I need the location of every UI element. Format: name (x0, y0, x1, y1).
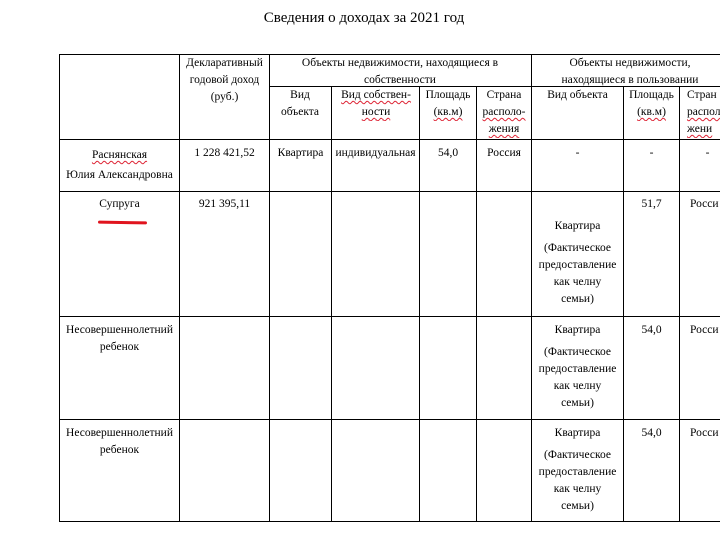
row2-used-country: Росси (690, 198, 719, 210)
row1-income: 1 228 421,52 (194, 147, 255, 159)
header-owned-country-line: располо- (482, 106, 526, 118)
row2-used-note: (Фактическое предоставление как челну семьи) (538, 242, 617, 305)
row3-name-line: ребенок (99, 341, 140, 353)
row3-used-note: (Фактическое предоставление как челну семьи) (538, 346, 617, 409)
row1-name-line: Юлия Александровна (66, 169, 173, 181)
red-underline-mark (98, 221, 147, 225)
row3-used-type (532, 322, 623, 412)
header-income (180, 55, 269, 106)
header-owned-group: Объекты недвижимости, находящиеся в собственности (301, 57, 499, 86)
row2-income: 921 395,11 (198, 198, 251, 210)
row3-name (60, 322, 179, 356)
header-used-type: Вид объекта (547, 89, 608, 101)
header-used-country-line: жени (687, 123, 713, 135)
row2-name: Супруга (99, 198, 140, 210)
header-used-group: Объекты недвижимости, находящиеся в пользовании (561, 57, 699, 86)
row1-owned-type: Квартира (277, 147, 324, 159)
row1-name-line: Раснянская (91, 149, 148, 161)
col-line-owned (269, 54, 270, 522)
row1-owned-area: 54,0 (437, 147, 459, 159)
header-owned-area (420, 87, 476, 121)
row1-name (60, 145, 179, 185)
header-owned-area-line: (кв.м) (433, 106, 463, 118)
rule-row1-bottom (59, 191, 720, 192)
rule-row3-bottom (59, 419, 720, 420)
row3-name-line: Несовершеннолетний (66, 324, 173, 336)
row4-name (60, 425, 179, 459)
row2-used-type-label: Квартира (554, 220, 601, 232)
header-owned-country (477, 87, 531, 138)
row1-used-area: - (649, 147, 654, 159)
header-owned-country-line: жения (488, 123, 520, 135)
col-line-income (179, 54, 180, 522)
row1-used-country: - (705, 147, 710, 159)
row4-used-area: 54,0 (641, 427, 662, 439)
header-used-area-line: (кв.м) (637, 106, 666, 118)
rule-header-bottom (59, 139, 720, 140)
header-used-country (687, 87, 720, 138)
header-owned-type: Вид объекта (280, 89, 320, 118)
row4-used-type-label: Квартира (554, 427, 601, 439)
row1-used-type: - (575, 147, 580, 159)
row1-owned-ownership: индивидуальная (335, 147, 416, 159)
header-income-line: Декларативный (186, 57, 263, 69)
header-owned-area-line: Площадь (425, 89, 471, 101)
row1-owned-country: Россия (487, 147, 521, 159)
row2-used-area: 51,7 (641, 198, 662, 210)
row4-used-type (532, 425, 623, 515)
row3-used-area: 54,0 (641, 324, 662, 336)
header-used-country-line: Стран (687, 89, 717, 101)
header-owned-country-line: Страна (486, 89, 522, 101)
row3-used-type-label: Квартира (554, 324, 601, 336)
rule-row2-bottom (59, 316, 720, 317)
header-used-country-line: распол (687, 106, 720, 118)
row4-used-country: Росси (690, 427, 719, 439)
header-income-line: годовой доход (189, 74, 260, 86)
row3-used-country: Росси (690, 324, 719, 336)
row4-used-note: (Фактическое предоставление как челну семьи) (538, 449, 617, 512)
header-owned-ownership: Вид собствен-ности (341, 89, 411, 118)
page-title: Сведения о доходах за 2021 год (263, 10, 465, 26)
row2-used-type (532, 218, 623, 308)
rule-row4-bottom (59, 521, 720, 522)
header-used-area-line: Площадь (629, 89, 674, 101)
header-income-line: (руб.) (210, 91, 239, 103)
row4-name-line: ребенок (99, 444, 140, 456)
row4-name-line: Несовершеннолетний (66, 427, 173, 439)
header-used-area (624, 87, 679, 121)
